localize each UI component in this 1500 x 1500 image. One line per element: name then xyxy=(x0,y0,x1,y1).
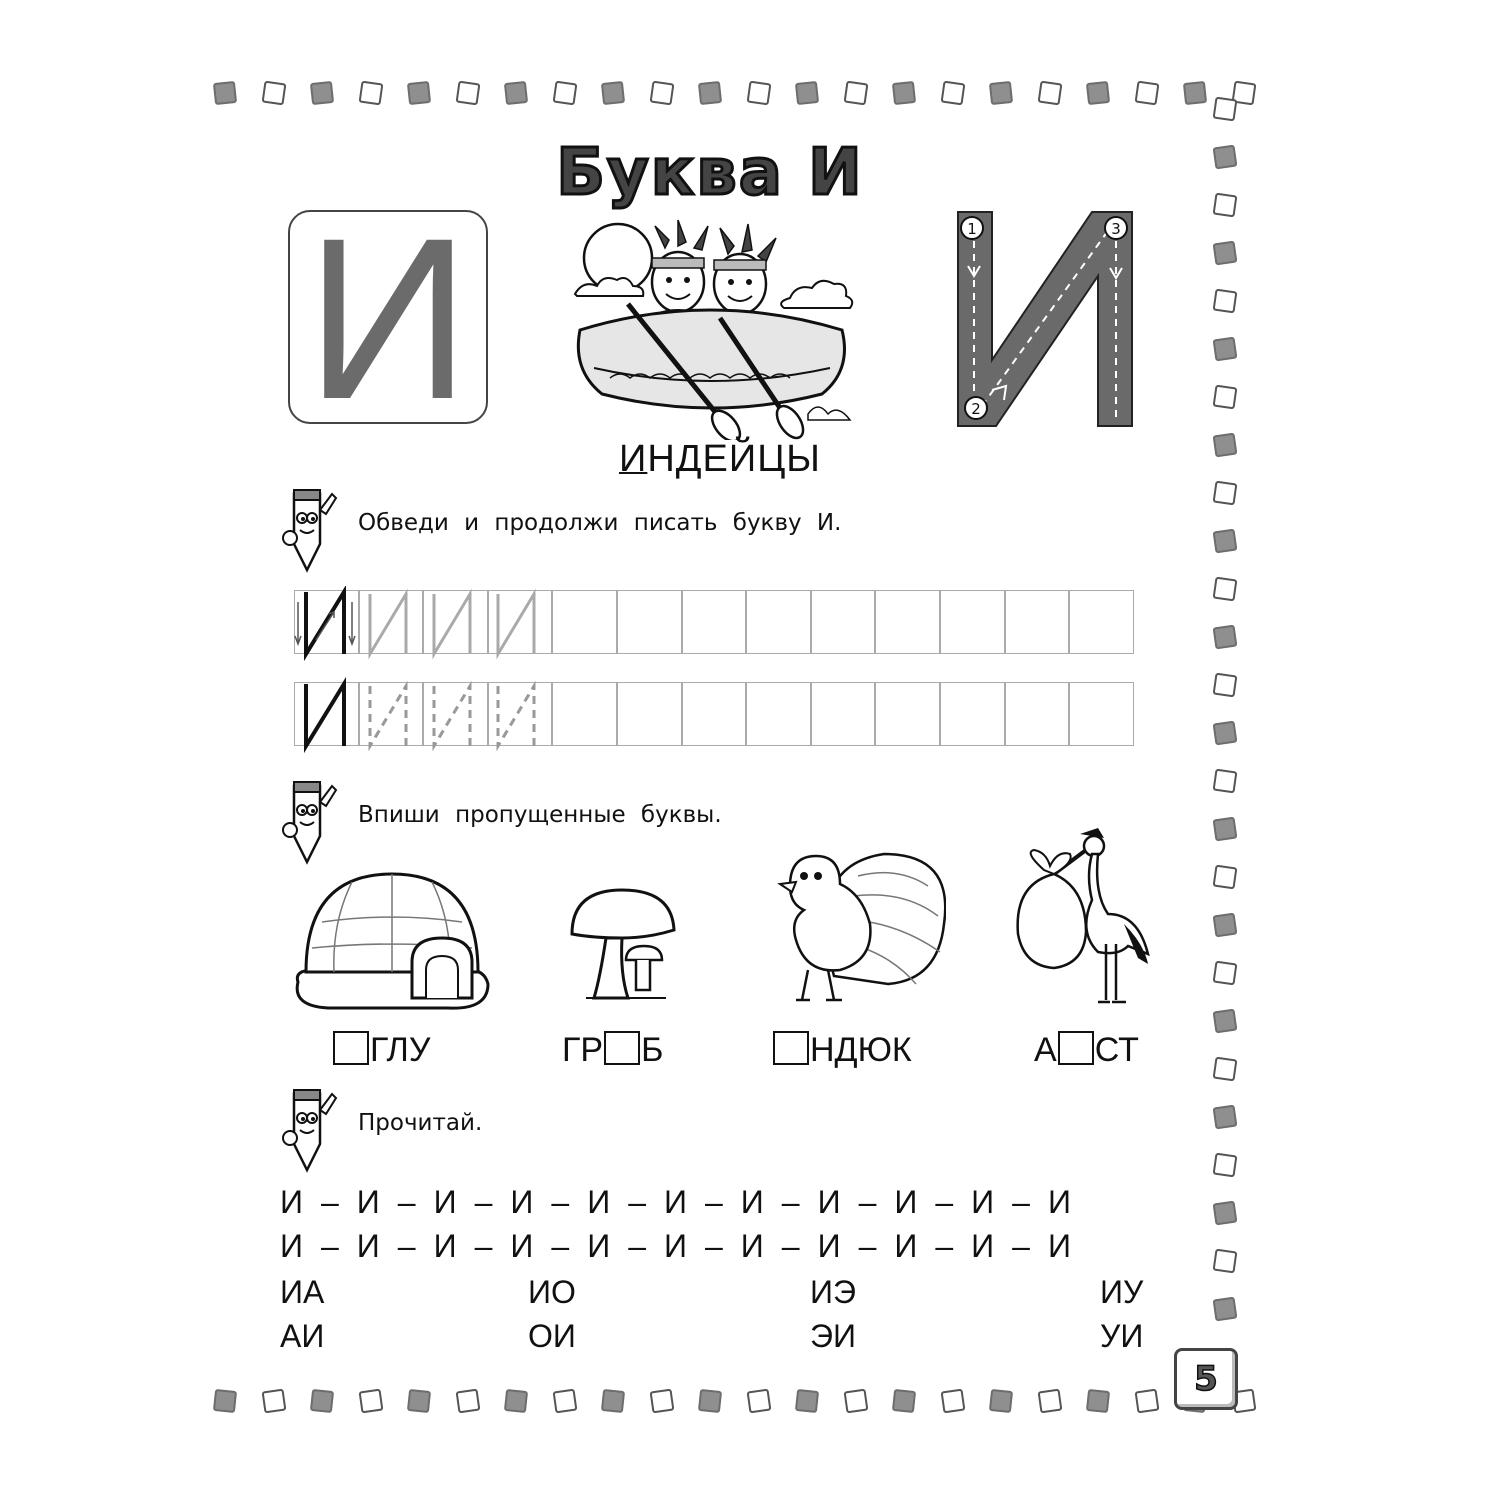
stork-picture xyxy=(1014,824,1156,1006)
reading-dash: – xyxy=(321,1228,339,1264)
reading-letter: И xyxy=(587,1184,611,1220)
task-trace xyxy=(278,486,978,576)
reading-dash: – xyxy=(781,1184,800,1220)
reading-letter: И xyxy=(894,1228,918,1264)
border-square-dark xyxy=(989,1389,1013,1413)
writing-cell[interactable] xyxy=(1069,590,1134,654)
pencil-icon xyxy=(278,486,348,576)
border-square-dark xyxy=(407,1389,431,1413)
task-text: Впиши пропущенные буквы. xyxy=(358,802,722,828)
writing-cell[interactable] xyxy=(940,590,1005,654)
task-text: Обведи и продолжи писать букву И. xyxy=(358,510,842,536)
reading-line-2 xyxy=(280,1226,1150,1266)
border-square-dark xyxy=(795,81,819,105)
reading-dash: – xyxy=(321,1184,339,1220)
border-square-light xyxy=(1213,577,1238,602)
word-after: Б xyxy=(641,1031,664,1069)
reading-dash: – xyxy=(551,1184,570,1220)
border-square-dark xyxy=(601,81,625,105)
igloo-picture xyxy=(292,862,492,1012)
syllable: ИО xyxy=(528,1274,576,1310)
border-square-light xyxy=(1213,289,1238,314)
border-square-light xyxy=(1213,481,1238,506)
reading-letter: И xyxy=(433,1228,457,1264)
writing-cell[interactable] xyxy=(811,590,876,654)
border-square-dark xyxy=(1213,241,1238,266)
reading-dash: – xyxy=(704,1184,723,1220)
reading-letter: И xyxy=(356,1184,380,1220)
border-square-light xyxy=(1213,1057,1238,1082)
border-square-light xyxy=(358,1389,383,1414)
border-square-dark xyxy=(1213,721,1238,746)
writing-cell[interactable] xyxy=(811,682,876,746)
word-after: ГЛУ xyxy=(370,1031,431,1069)
reading-letter: И xyxy=(1047,1184,1071,1220)
syllable: ИА xyxy=(280,1274,325,1310)
border-square-dark xyxy=(892,81,916,105)
reading-dash: – xyxy=(474,1228,493,1264)
border-square-light xyxy=(455,81,480,106)
writing-cell[interactable] xyxy=(1005,682,1070,746)
border-square-dark xyxy=(213,81,237,105)
letter-stroke-guide xyxy=(952,208,1138,430)
border-square-light xyxy=(1213,193,1238,218)
svg-text:1: 1 xyxy=(967,220,977,238)
reading-dash: – xyxy=(858,1228,877,1264)
syllable: ИУ xyxy=(1100,1274,1144,1310)
border-square-light xyxy=(940,81,965,106)
reading-letter: И xyxy=(740,1228,764,1264)
reading-dash: – xyxy=(551,1228,570,1264)
border-square-light xyxy=(843,1389,868,1414)
border-square-dark xyxy=(989,81,1013,105)
border-square-dark xyxy=(1213,337,1238,362)
border-square-light xyxy=(1134,1389,1159,1414)
border-square-light xyxy=(746,81,771,106)
svg-text:2: 2 xyxy=(971,400,981,418)
reading-letter: И xyxy=(663,1184,687,1220)
border-square-light xyxy=(552,81,577,106)
border-square-dark xyxy=(698,1389,722,1413)
border-square-light xyxy=(1213,961,1238,986)
border-square-dark xyxy=(1213,913,1238,938)
border-square-light xyxy=(1134,81,1159,106)
syllable: ЭИ xyxy=(810,1318,856,1354)
border-square-dark xyxy=(1183,81,1207,105)
writing-cell[interactable] xyxy=(1005,590,1070,654)
writing-cell[interactable] xyxy=(682,590,747,654)
mushroom-picture xyxy=(566,886,676,1006)
border-square-light xyxy=(1213,1249,1238,1274)
writing-cell[interactable] xyxy=(875,590,940,654)
border-square-dark xyxy=(504,81,528,105)
reading-letter: И xyxy=(971,1184,995,1220)
letter-card-letter: И xyxy=(305,190,471,447)
page-number xyxy=(1174,1348,1238,1410)
word-stork xyxy=(1034,1030,1139,1070)
letter-card xyxy=(288,190,488,447)
reading-dash: – xyxy=(858,1184,877,1220)
writing-cell[interactable] xyxy=(746,682,811,746)
border-square-light xyxy=(1213,1153,1238,1178)
reading-dash: – xyxy=(397,1184,416,1220)
reading-dash: – xyxy=(474,1184,493,1220)
border-square-light xyxy=(843,81,868,106)
turkey-picture xyxy=(774,846,946,1008)
border-square-dark xyxy=(1213,529,1238,554)
page-number-text: 5 xyxy=(1194,1359,1218,1399)
word-mushroom xyxy=(562,1030,663,1070)
border-square-light xyxy=(1213,97,1238,122)
writing-cell[interactable] xyxy=(617,590,682,654)
writing-cell[interactable] xyxy=(940,682,1005,746)
syllable: АИ xyxy=(280,1318,325,1354)
border-square-light xyxy=(358,81,383,106)
word-igloo xyxy=(332,1030,430,1070)
border-square-dark xyxy=(1213,1201,1238,1226)
word-before: ГР xyxy=(562,1031,604,1069)
reading-letter: И xyxy=(433,1184,457,1220)
reading-dash: – xyxy=(397,1228,416,1264)
border-square-dark xyxy=(1213,1105,1238,1130)
border-square-dark xyxy=(310,1389,334,1413)
border-square-light xyxy=(746,1389,771,1414)
reading-dash: – xyxy=(704,1228,723,1264)
border-square-dark xyxy=(407,81,431,105)
reading-dash: – xyxy=(1012,1228,1030,1264)
reading-letter: И xyxy=(663,1228,687,1264)
task-read xyxy=(278,1086,978,1176)
border-square-dark xyxy=(601,1389,625,1413)
border-square-light xyxy=(1037,81,1062,106)
pencil-icon xyxy=(278,1086,348,1176)
border-square-dark xyxy=(1213,1297,1238,1322)
border-square-dark xyxy=(698,81,722,105)
word-after: НДЮК xyxy=(810,1031,912,1069)
writing-cell[interactable] xyxy=(875,682,940,746)
border-square-light xyxy=(1213,865,1238,890)
border-square-light xyxy=(649,81,674,106)
reading-letter: И xyxy=(510,1228,534,1264)
word-after: СТ xyxy=(1094,1031,1139,1069)
border-square-light xyxy=(552,1389,577,1414)
canoe-illustration xyxy=(570,218,860,440)
caption-first-letter: И xyxy=(619,438,648,480)
border-square-light xyxy=(1213,385,1238,410)
border-square-dark xyxy=(1213,625,1238,650)
reading-letter: И xyxy=(740,1184,764,1220)
svg-text:3: 3 xyxy=(1111,220,1121,238)
reading-letter: И xyxy=(280,1228,303,1264)
reading-letter: И xyxy=(1047,1228,1071,1264)
reading-dash: – xyxy=(935,1184,954,1220)
missing-letter-box[interactable] xyxy=(1058,1031,1094,1065)
trace-letters xyxy=(294,586,564,754)
reading-dash: – xyxy=(628,1228,646,1264)
border-square-dark xyxy=(213,1389,237,1413)
picture-caption xyxy=(560,438,880,481)
missing-letter-box[interactable] xyxy=(333,1031,369,1065)
reading-letter: И xyxy=(356,1228,380,1264)
border-square-dark xyxy=(892,1389,916,1413)
border-square-dark xyxy=(504,1389,528,1413)
pencil-icon xyxy=(278,778,348,868)
reading-dash: – xyxy=(1012,1184,1030,1220)
syllable: УИ xyxy=(1100,1318,1144,1354)
writing-cell[interactable] xyxy=(682,682,747,746)
border-square-light xyxy=(1213,673,1238,698)
page-title: Буква И xyxy=(556,136,864,210)
missing-letter-box[interactable] xyxy=(604,1031,640,1065)
border-square-dark xyxy=(310,81,334,105)
writing-cell[interactable] xyxy=(617,682,682,746)
reading-dash: – xyxy=(935,1228,954,1264)
border-square-light xyxy=(261,1389,286,1414)
word-before: А xyxy=(1034,1031,1057,1069)
task-text: Прочитай. xyxy=(358,1110,483,1136)
reading-letter: И xyxy=(817,1184,841,1220)
border-square-light xyxy=(261,81,286,106)
reading-letter: И xyxy=(971,1228,995,1264)
writing-cell[interactable] xyxy=(1069,682,1134,746)
reading-letter: И xyxy=(280,1184,303,1220)
border-square-light xyxy=(1037,1389,1062,1414)
border-square-dark xyxy=(1213,145,1238,170)
reading-dash: – xyxy=(781,1228,800,1264)
missing-letter-box[interactable] xyxy=(773,1031,809,1065)
border-square-light xyxy=(455,1389,480,1414)
reading-line-1 xyxy=(280,1182,1150,1222)
border-square-dark xyxy=(1086,1389,1110,1413)
caption-rest: НДЕЙЦЫ xyxy=(647,438,821,480)
border-square-dark xyxy=(795,1389,819,1413)
border-square-light xyxy=(1213,769,1238,794)
syllable: ОИ xyxy=(528,1318,576,1354)
writing-cell[interactable] xyxy=(746,590,811,654)
border-square-dark xyxy=(1213,433,1238,458)
word-turkey xyxy=(772,1030,912,1070)
border-square-light xyxy=(649,1389,674,1414)
border-square-dark xyxy=(1213,817,1238,842)
reading-letter: И xyxy=(894,1184,918,1220)
reading-letter: И xyxy=(817,1228,841,1264)
reading-letter: И xyxy=(510,1184,534,1220)
syllable: ИЭ xyxy=(810,1274,856,1310)
reading-letter: И xyxy=(587,1228,611,1264)
border-square-light xyxy=(940,1389,965,1414)
border-square-dark xyxy=(1213,1009,1238,1034)
reading-dash: – xyxy=(628,1184,646,1220)
border-square-dark xyxy=(1086,81,1110,105)
